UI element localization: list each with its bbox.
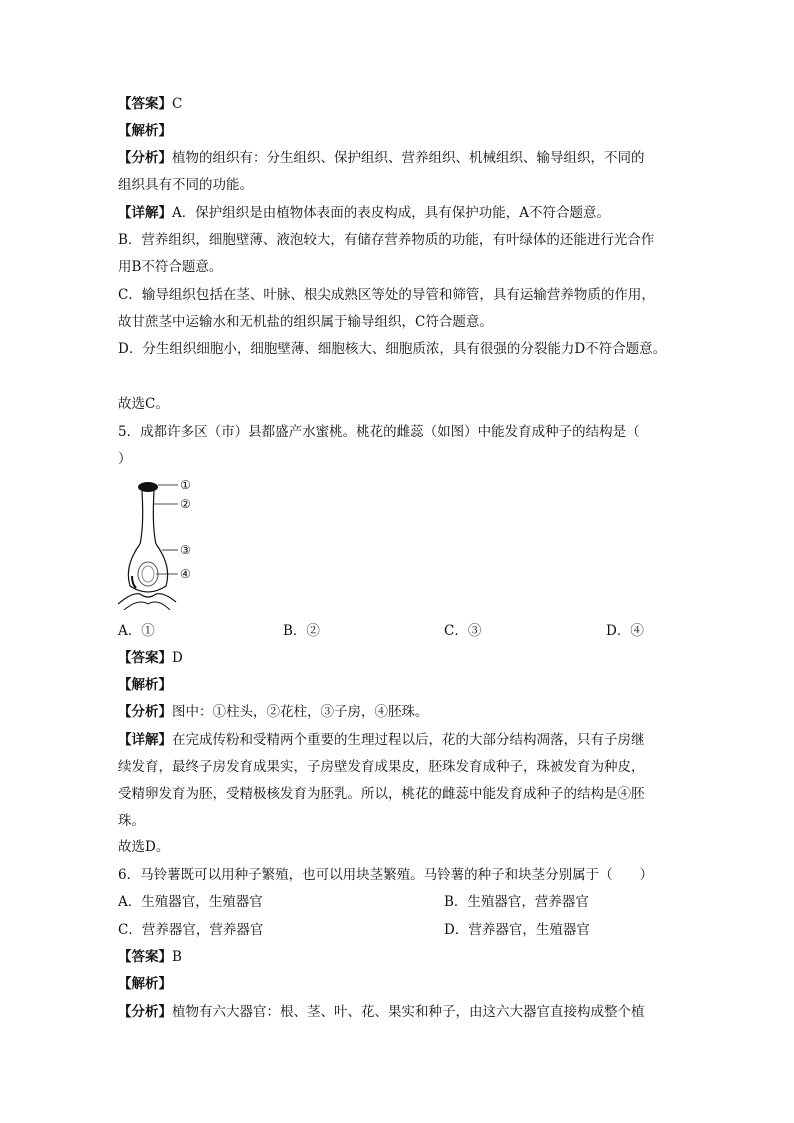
- q4-analysis-heading: 【解析】: [118, 123, 172, 139]
- q4-analysis-line-2: 组织具有不同的功能。: [118, 177, 253, 193]
- answer-tag: 【答案】: [118, 650, 172, 666]
- q5-stem-line-2: ）: [118, 451, 132, 467]
- detail-tag: 【详解】: [118, 732, 172, 748]
- detail-tag: 【详解】: [118, 205, 172, 221]
- q4-detail-c1: C．输导组织包括在茎、叶脉、根尖成熟区等处的导管和筛管，具有运输营养物质的作用，: [118, 287, 655, 303]
- q6-option-d: D．营养器官，生殖器官: [444, 922, 590, 938]
- q4-analysis-text-1: 植物的组织有：分生组织、保护组织、营养组织、机械组织、输导组织，不同的: [172, 150, 645, 166]
- q6-answer-line: [118, 948, 182, 966]
- q5-option-d: D．④: [606, 623, 644, 639]
- q4-detail-d: D．分生组织细胞小，细胞壁薄、细胞核大、细胞质浓，具有很强的分裂能力D不符合题意。: [118, 341, 667, 357]
- q4-detail-a-text: A．保护组织是由植物体表面的表皮构成，具有保护功能，A不符合题意。: [172, 205, 610, 221]
- label-2: ②: [180, 497, 191, 511]
- q5-option-b: B．②: [283, 623, 320, 639]
- q6-option-a: A．生殖器官，生殖器官: [118, 894, 263, 910]
- pistil-diagram: [118, 476, 208, 610]
- q6-analysis-text: 植物有六大器官：根、茎、叶、花、果实和种子，由这六大器官直接构成整个植: [172, 1004, 645, 1020]
- q5-detail-line-1: [118, 731, 645, 749]
- q6-answer: B: [172, 949, 182, 965]
- q4-answer: C: [172, 96, 183, 112]
- q5-option-a: A．①: [118, 623, 155, 639]
- q5-answer: D: [172, 650, 183, 666]
- style-shape: [140, 491, 156, 544]
- q4-analysis-line-1: [118, 149, 645, 167]
- analysis-tag: 【分析】: [118, 704, 172, 720]
- analysis-tag: 【分析】: [118, 1004, 172, 1020]
- q4-detail-a: [118, 204, 610, 222]
- q6-option-c: C．营养器官，营养器官: [118, 922, 264, 938]
- q4-conclusion: 故选C。: [118, 396, 169, 412]
- q5-detail-line-3: 受精卵发育为胚，受精极核发育为胚乳。所以，桃花的雌蕊中能发育成种子的结构是④胚: [118, 786, 645, 802]
- q5-analysis-line: [118, 703, 429, 721]
- q5-detail-line-4: 珠。: [118, 813, 145, 829]
- q5-detail-line-2: 续发育，最终子房发育成果实，子房壁发育成果皮，胚珠发育成种子，珠被发育为种皮，: [118, 759, 645, 775]
- q5-analysis-text: 图中：①柱头，②花柱，③子房，④胚珠。: [172, 704, 429, 720]
- receptacle-shape: [118, 594, 176, 604]
- q4-detail-b2: 用B不符合题意。: [118, 259, 223, 275]
- q6-analysis-heading: 【解析】: [118, 976, 172, 992]
- label-1: ①: [180, 478, 191, 492]
- q6-option-b: B．生殖器官，营养器官: [444, 894, 589, 910]
- pistil-figure: [118, 476, 208, 610]
- q5-detail-text-1: 在完成传粉和受精两个重要的生理过程以后，花的大部分结构凋落，只有子房继: [172, 732, 645, 748]
- answer-tag: 【答案】: [118, 949, 172, 965]
- q5-conclusion: 故选D。: [118, 839, 170, 855]
- q5-option-c: C．③: [444, 623, 482, 639]
- q4-detail-b1: B．营养组织，细胞壁薄、液泡较大，有储存营养物质的功能，有叶绿体的还能进行光合作: [118, 232, 655, 248]
- q5-stem-line-1: 5．成都许多区（市）县都盛产水蜜桃。桃花的雌蕊（如图）中能发育成种子的结构是（: [118, 424, 640, 440]
- answer-tag: 【答案】: [118, 96, 172, 112]
- stigma-shape: [138, 482, 158, 492]
- label-3: ③: [180, 543, 191, 557]
- q4-detail-c2: 故甘蔗茎中运输水和无机盐的组织属于输导组织，C符合题意。: [118, 314, 493, 330]
- q6-analysis-line: [118, 1003, 645, 1021]
- q5-answer-line: [118, 649, 183, 667]
- q4-answer-line: [118, 95, 182, 113]
- q5-analysis-heading: 【解析】: [118, 677, 172, 693]
- q6-stem: 6．马铃薯既可以用种子繁殖，也可以用块茎繁殖。马铃薯的种子和块茎分别属于（ ）: [118, 867, 654, 883]
- label-4: ④: [180, 567, 191, 581]
- analysis-tag: 【分析】: [118, 150, 172, 166]
